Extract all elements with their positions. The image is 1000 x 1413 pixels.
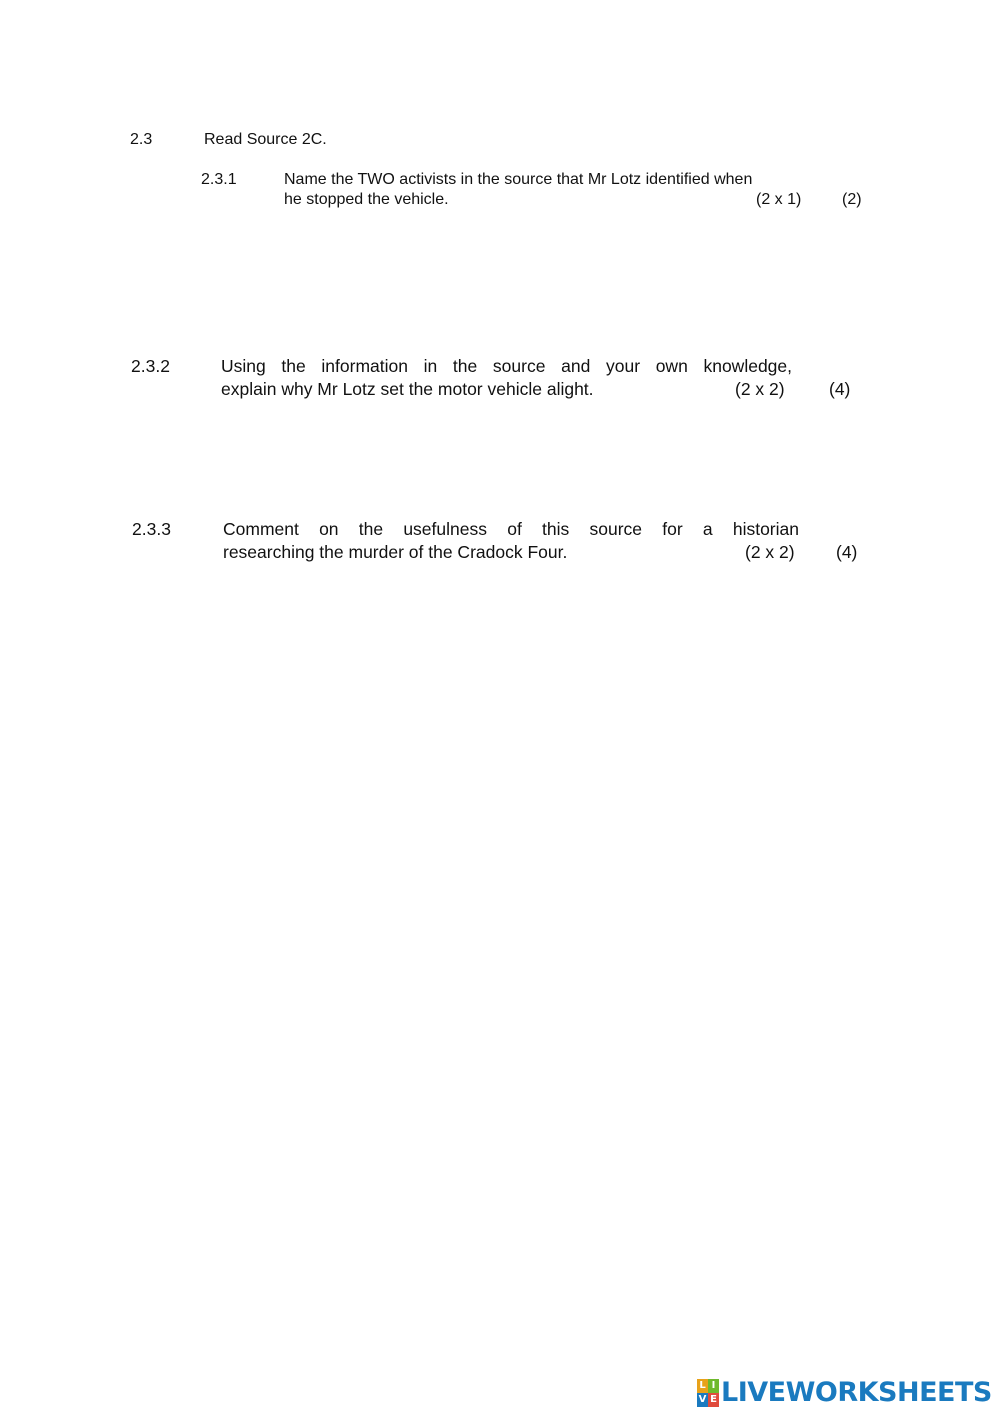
question-number: 2.3.1 — [201, 171, 237, 188]
total-marks: (4) — [829, 379, 851, 399]
question-number: 2.3.3 — [132, 519, 171, 539]
question-text-line-1: Comment on the usefulness of this source for a historian — [223, 519, 799, 539]
liveworksheets-badge-icon — [697, 1379, 719, 1407]
question-number: 2.3.2 — [131, 356, 170, 376]
section-instruction: Read Source 2C. — [204, 131, 327, 148]
question-text-line-2: he stopped the vehicle. — [284, 191, 449, 208]
badge-letter: V — [698, 1394, 707, 1405]
section-number: 2.3 — [130, 131, 153, 148]
total-marks: (4) — [836, 542, 858, 562]
question-text-line-1: Name the TWO activists in the source that Mr Lotz identified when — [284, 171, 753, 188]
badge-letter: I — [708, 1379, 719, 1393]
question-text-line-2: explain why Mr Lotz set the motor vehicle alight. — [221, 379, 594, 399]
mark-allocation: (2 x 2) — [745, 542, 795, 562]
badge-letter: L — [697, 1379, 708, 1393]
total-marks: (2) — [842, 191, 862, 208]
mark-allocation: (2 x 1) — [756, 191, 802, 208]
badge-letter: E — [708, 1393, 719, 1407]
question-text-line-2: researching the murder of the Cradock Four. — [223, 542, 568, 562]
liveworksheets-wordmark: LIVEWORKSHEETS — [721, 1377, 992, 1408]
question-text-line-1: Using the information in the source and your own knowledge, — [221, 356, 792, 376]
liveworksheets-logo — [697, 1378, 992, 1408]
mark-allocation: (2 x 2) — [735, 379, 785, 399]
